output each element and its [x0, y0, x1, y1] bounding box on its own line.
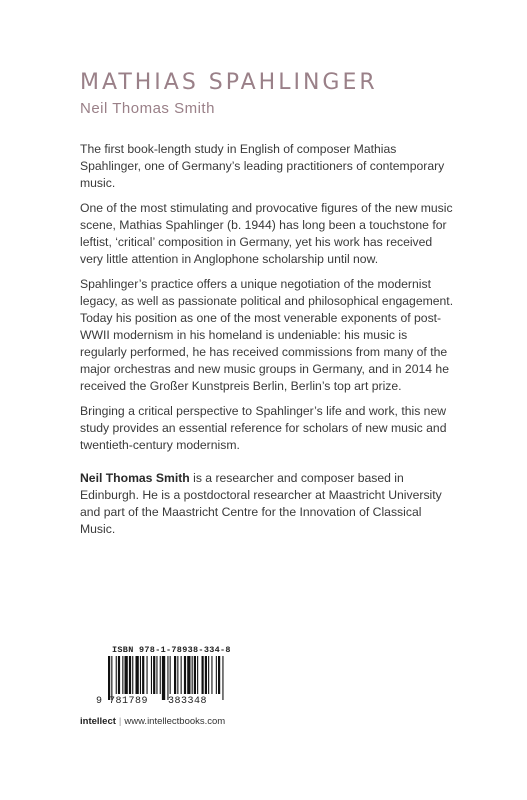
blurb [80, 141, 456, 546]
barcode-bar [167, 656, 168, 700]
barcode-bar [177, 656, 178, 694]
barcode-bar [132, 656, 133, 694]
barcode-bar [108, 656, 110, 700]
barcode-bar [208, 656, 209, 694]
blurb-paragraph-1: The first book-length study in English of composer Mathias Spahlinger, one of Germany’s leading practitioners of contemporary music. [80, 142, 445, 190]
footer-separator: | [118, 716, 122, 727]
barcode-bar [192, 656, 193, 694]
author-bio-text: is a researcher and composer based in Edinburgh. He is a postdoctoral researcher at Maastricht University and part of the Maastricht Centre for the Innovation of Classical Music. [80, 471, 442, 536]
barcode-bar [122, 656, 123, 694]
barcode-bar [118, 656, 120, 694]
barcode-bar [162, 656, 165, 700]
barcode-bar [181, 656, 182, 694]
barcode-digits-left: 781789 [109, 696, 149, 707]
barcode-bar [194, 656, 196, 694]
barcode-bar [197, 656, 198, 694]
barcode-bar [222, 656, 223, 700]
barcode-bar [111, 656, 112, 700]
blurb-paragraph-3: Spahlinger’s practice offers a unique negotiation of the modernist legacy, as well as passionate political and philosophical engagement. Today his position as one of the most venerable exponents of post-WWII modernism in his homeland is undeniable: his music is regularly performed, he has received commissions from many of the major orchestras and new music groups in Germany, and in 2014 he received the Großer Kunstpreis Berlin, Berlin’s top art prize. [80, 277, 454, 393]
publisher-name: intellect [80, 716, 116, 727]
barcode-bar [216, 656, 217, 694]
barcode-bar [136, 656, 139, 694]
book-title: MATHIAS SPAHLINGER [80, 70, 378, 95]
barcode-bars [96, 656, 228, 700]
publisher-url[interactable]: www.intellectbooks.com [124, 716, 226, 727]
barcode-bar [174, 656, 176, 694]
barcode-bar [140, 656, 141, 694]
barcode-digit-first: 9 [96, 696, 103, 707]
barcode-bar [160, 656, 161, 694]
barcode-bar [205, 656, 207, 694]
barcode-bar [116, 656, 117, 694]
barcode-bar [153, 656, 155, 694]
author-bio-name: Neil Thomas Smith [80, 471, 190, 485]
blurb-paragraph-2: One of the most stimulating and provocative figures of the new music scene, Mathias Spahlinger (b. 1944) has long been a touchstone for leftist, ‘critical’ composition in Germany, yet his work has received very little attention in Anglophone scholarship until now. [80, 201, 453, 266]
isbn-label: ISBN 978-1-78938-334-8 [112, 645, 231, 655]
barcode-bar [202, 656, 204, 694]
barcode-bar [125, 656, 128, 694]
barcode-bar [151, 656, 152, 694]
blurb-paragraph-4: Bringing a critical perspective to Spahlinger’s life and work, this new study provides an essential reference for scholars of new music and twentieth-century modernism. [80, 404, 447, 452]
barcode-bar [211, 656, 212, 694]
barcode-bar [147, 656, 148, 694]
barcode-bar [184, 656, 186, 694]
author-bio [80, 470, 456, 538]
barcode-bar [129, 656, 131, 694]
barcode-bar [218, 656, 220, 694]
barcode-bar [156, 656, 157, 694]
barcode-bar [170, 656, 171, 694]
book-author: Neil Thomas Smith [80, 100, 215, 117]
barcode-bar [142, 656, 144, 694]
barcode-bar [187, 656, 190, 694]
publisher-footer [80, 716, 225, 727]
barcode-digits-right: 383348 [168, 696, 208, 707]
